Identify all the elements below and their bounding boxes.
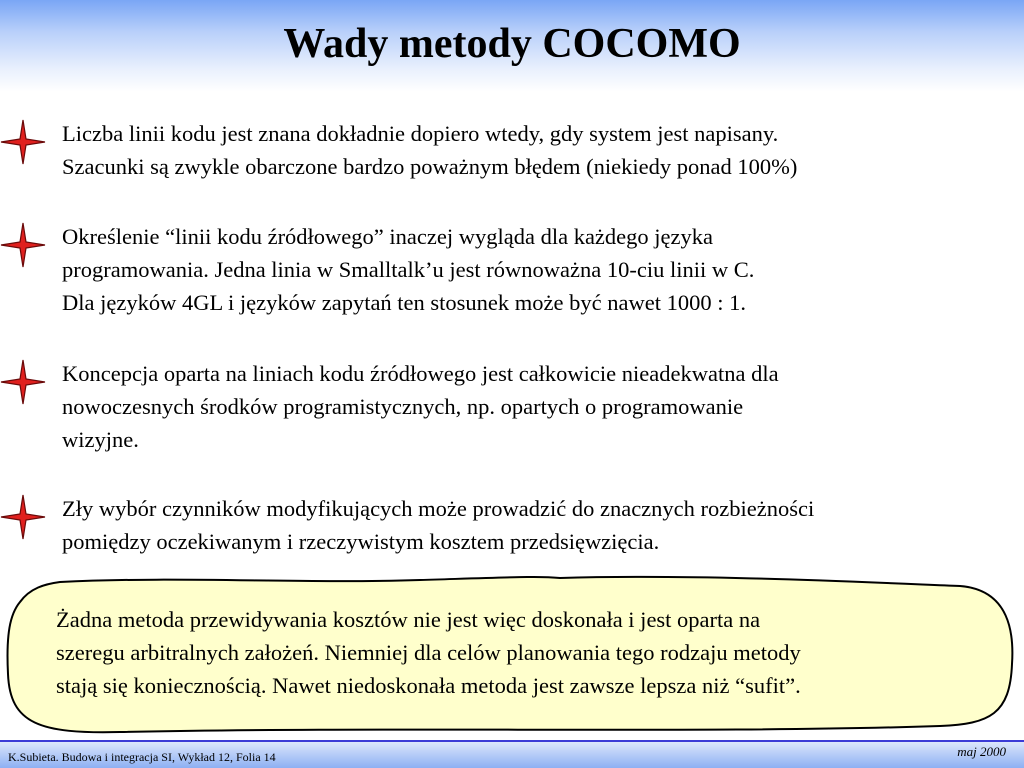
footer-date: maj 2000 (957, 744, 1006, 759)
footer-credit: K.Subieta. Budowa i integracja SI, Wykład 12, Folia 14 (8, 750, 276, 764)
red-star-bullet-icon (0, 494, 46, 540)
bullet-line: programowania. Jedna linia w Smalltalk’u jest równoważna 10-ciu linii w C. (62, 257, 755, 282)
red-star-bullet-icon (0, 119, 46, 165)
bullet-line: Dla języków 4GL i języków zapytań ten stosunek może być nawet 1000 : 1. (62, 290, 746, 315)
slide-title: Wady metody COCOMO (283, 21, 741, 67)
callout-line: Żadna metoda przewidywania kosztów nie jest więc doskonała i jest oparta na (56, 607, 761, 632)
callout-text (56, 603, 1006, 702)
bullet-line: pomiędzy oczekiwanym i rzeczywistym kosztem przedsięwzięcia. (62, 529, 660, 554)
red-star-bullet-icon (0, 359, 46, 405)
bullet-line: Liczba linii kodu jest znana dokładnie dopiero wtedy, gdy system jest napisany. (62, 121, 779, 146)
callout-line: stają się koniecznością. Nawet niedoskonała metoda jest zawsze lepsza niż “sufit”. (56, 673, 801, 698)
bullet-line: Szacunki są zwykle obarczone bardzo poważnym błędem (niekiedy ponad 100%) (62, 154, 798, 179)
bullet-text (62, 220, 1017, 319)
bullet-line: nowoczesnych środków programistycznych, np. opartych o programowanie (62, 394, 744, 419)
bullet-line: Określenie “linii kodu źródłowego” inaczej wygląda dla każdego języka (62, 224, 713, 249)
bullet-line: Zły wybór czynników modyfikujących może prowadzić do znacznych rozbieżności (62, 496, 815, 521)
bullet-line: wizyjne. (62, 427, 139, 452)
bullet-text (62, 117, 1017, 183)
callout-line: szeregu arbitralnych założeń. Niemniej dla celów planowania tego rodzaju metody (56, 640, 801, 665)
bullet-line: Koncepcja oparta na liniach kodu źródłowego jest całkowicie nieadekwatna dla (62, 361, 779, 386)
bullet-text (62, 492, 1017, 558)
bullet-text (62, 357, 1017, 456)
red-star-bullet-icon (0, 222, 46, 268)
